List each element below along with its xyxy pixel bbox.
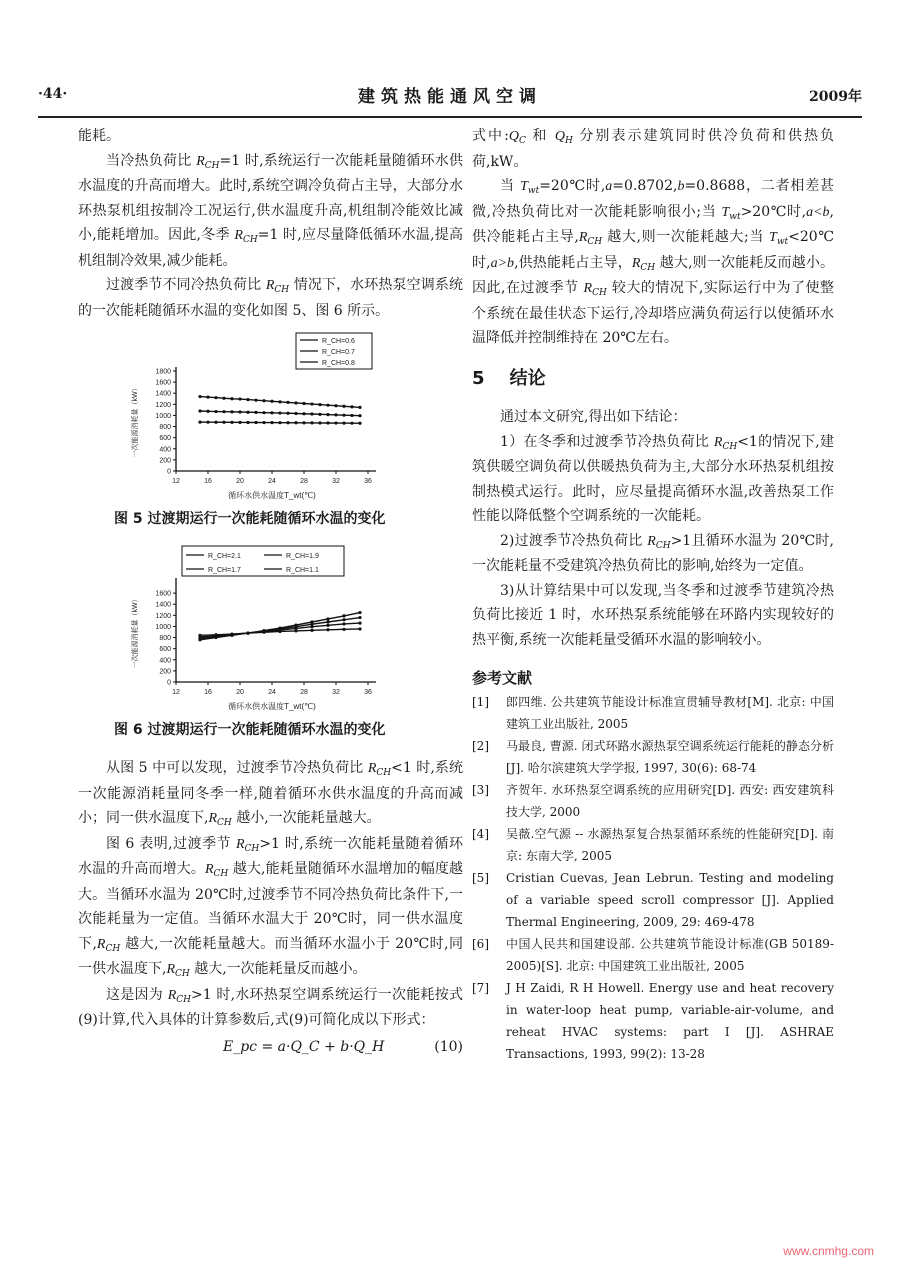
data-point <box>342 622 345 625</box>
x-axis-label: 循环水供水温度T_wt(℃) <box>228 491 316 500</box>
legend-label: R_CH=0.8 <box>322 360 355 367</box>
conclusion-3: 3)从计算结果中可以发现,当冬季和过渡季节建筑冷热负荷比接近 1 时，水环热泵系统能够在环路内实现较好的热平衡,系统一次能耗量受循环水温的影响较小。 <box>472 582 834 648</box>
y-axis-label: 一次能源消耗量（kW） <box>132 594 139 669</box>
paragraph: 图 6 表明,过渡季节 $R_{CH}>1$ 时,系统一次能耗量随着循环水温的升高而增大。$R_{CH}$ 越大,能耗量随循环水温增加的幅度越大。当循环水温为 20℃时,过渡季节不同冷热负荷比条件下,一次能耗量为一定值。当循环水温大于 20℃时，同一供水温度下$,R_{CH}$ 越大,一次能耗量越大。而当循环水温小于 20℃时,同一供水温度下$,R_{CH}$ 越大,一次能耗量反而越小。 <box>78 835 464 979</box>
paragraph: 通过本文研究,得出如下结论： <box>500 409 687 425</box>
data-point <box>254 411 257 414</box>
reference-text: 吴薇.空气源 -- 水源热泵复合热泵循环系统的性能研究[D]. 南京: 东南大学, 2005 <box>506 826 834 863</box>
y-tick-label: 800 <box>159 634 171 642</box>
math-symbol: R <box>265 278 275 293</box>
legend-box <box>182 546 344 576</box>
math-symbol: R <box>583 281 593 296</box>
data-point <box>198 395 201 398</box>
data-point <box>342 614 345 617</box>
data-point <box>238 397 241 400</box>
data-point <box>222 410 225 413</box>
math-subscript: CH <box>376 768 392 778</box>
y-tick-label: 0 <box>167 679 171 686</box>
math-subscript: CH <box>242 235 258 245</box>
math-subscript: CH <box>587 237 603 247</box>
data-point <box>350 405 353 408</box>
x-tick-label: 20 <box>236 478 244 485</box>
data-point <box>294 421 297 424</box>
math-subscript: H <box>565 136 573 146</box>
x-tick-label: 12 <box>172 478 180 485</box>
y-tick-label: 200 <box>159 457 171 465</box>
page-header <box>38 82 862 110</box>
data-point <box>230 397 233 400</box>
right-column <box>472 124 834 1065</box>
math-subscript: CH <box>640 262 656 273</box>
x-tick-label: 24 <box>268 688 276 696</box>
figure-6-caption: 图 6 过渡期运行一次能耗随循环水温的变化 <box>114 721 386 738</box>
reference-text: J H Zaidi, R H Howell. Energy use and heat recovery in water-loop heat pump, variable-air-volume, and reheat HVAC systems: part I [J]. ASHRAE Transactions, 1993, 99(2): 13-28 <box>506 980 834 1061</box>
y-tick-label: 1400 <box>155 390 171 398</box>
reference-text: 齐贺年. 水环热泵空调系统的应用研究[D]. 西安: 西安建筑科技大学, 2000 <box>506 782 834 819</box>
math-symbol: b <box>677 179 685 194</box>
legend-label: R_CH=2.1 <box>208 552 241 560</box>
reference-text: 马最良, 曹源. 闭式环路水源热泵空调系统运行能耗的静态分析[J]. 哈尔滨建筑大学学报, 1997, 30(6): 68-74 <box>506 738 834 775</box>
paragraph: 过渡季节不同冷热负荷比 $R_{CH}$ 情况下，水环热泵空调系统的一次能耗随循环水温的变化如图 5、图 6 所示。 <box>78 277 463 319</box>
math-symbol: T <box>769 230 777 245</box>
data-point <box>286 421 289 424</box>
paragraph: 从图 5 中可以发现，过渡季节冷热负荷比 $R_{CH}<1$ 时,系统一次能源消耗量同冬季一样,随着循环水供水温度的升高而减小；同一供水温度下$,R_{CH}$ 越小,一次能耗量越大。 <box>78 760 463 828</box>
y-tick-label: 1400 <box>155 601 171 609</box>
data-point <box>326 617 329 620</box>
data-point <box>342 414 345 417</box>
x-tick-label: 16 <box>204 478 212 485</box>
reference-number: [5] <box>472 870 489 885</box>
data-point <box>326 620 329 623</box>
data-point <box>358 414 361 417</box>
x-tick-label: 24 <box>268 478 276 485</box>
x-tick-label: 36 <box>364 688 372 696</box>
y-tick-label: 1200 <box>155 612 171 620</box>
math-symbol: R <box>367 761 377 776</box>
data-point <box>334 413 337 416</box>
data-point <box>230 410 233 413</box>
reference-number: [1] <box>472 694 489 709</box>
reference-number: [3] <box>472 782 489 797</box>
math-symbol: R <box>713 434 723 450</box>
paragraph: 式中$:Q_C$ 和 $Q_H$ 分别表示建筑同时供冷负荷和供热负荷,kW。 <box>472 128 835 170</box>
y-tick-label: 1600 <box>155 379 171 387</box>
math-subscript: CH <box>274 285 290 295</box>
paragraph: 当冷热负荷比 $R_{CH}=1$ 时,系统运行一次能耗量随循环水供水温度的升高而增大。此时,系统空调冷负荷占主导，大部分水环热泵机组按制冷工况运行,供水温度升高,机组制冷能效比减小,能耗增加。因此,冬季 $R_{CH}=1$ 时,应尽量降低循环水温,提高机组制冷效果,减少能耗。 <box>78 152 463 269</box>
math-subscript: wt <box>527 186 540 196</box>
data-point <box>350 422 353 425</box>
data-point <box>270 421 273 424</box>
reference-text: 郎四维. 公共建筑节能设计标准宣贯辅导教材[M]. 北京: 中国建筑工业出版社, 2005 <box>506 694 834 731</box>
data-point <box>310 628 313 631</box>
y-tick-label: 1800 <box>155 368 171 376</box>
reference-item <box>472 735 834 779</box>
conclusion-2: 2)过渡季节冷热负荷比 $R_{CH}>1$且循环水温为 20℃时,一次能耗量不受建筑冷热负荷比的影响,始终为一定值。 <box>472 532 834 574</box>
data-point <box>270 400 273 403</box>
math-symbol: R <box>631 255 641 271</box>
data-point <box>342 422 345 425</box>
math-symbol: R <box>234 228 243 243</box>
data-point <box>222 397 225 400</box>
references-heading: 参考文献 <box>472 669 533 687</box>
data-point <box>334 404 337 407</box>
data-point <box>318 421 321 424</box>
data-point <box>262 630 265 633</box>
math-subscript: CH <box>213 869 229 879</box>
y-tick-label: 800 <box>159 424 171 432</box>
data-point <box>214 410 217 413</box>
data-point <box>310 412 313 415</box>
section-title: 结论 <box>509 367 546 389</box>
data-point <box>238 410 241 413</box>
section-number: 5 <box>472 367 485 389</box>
data-point <box>358 406 361 409</box>
math-symbol: Q <box>554 129 565 144</box>
math-subscript: CH <box>244 843 260 854</box>
math-symbol: R <box>196 153 205 169</box>
x-tick-label: 20 <box>236 688 244 696</box>
figure-5-caption: 图 5 过渡期运行一次能耗随循环水温的变化 <box>114 511 386 527</box>
math-subscript: CH <box>204 160 220 171</box>
math-symbol: R <box>235 836 245 852</box>
figure-5-chart <box>128 331 388 507</box>
math-symbol: a>b <box>490 255 515 271</box>
data-point <box>278 421 281 424</box>
legend-label: R_CH=1.7 <box>208 566 241 574</box>
x-tick-label: 32 <box>332 478 340 485</box>
data-point <box>230 632 233 635</box>
reference-item <box>472 691 834 735</box>
math-symbol: R <box>167 987 177 1003</box>
data-point <box>262 411 265 414</box>
data-point <box>294 629 297 632</box>
math-subscript: CH <box>722 441 738 452</box>
equation: E_pc = a·Q_C + b·Q_H <box>223 1038 385 1055</box>
reference-number: [7] <box>472 980 489 995</box>
left-column <box>78 124 463 1061</box>
header-rule <box>38 116 862 118</box>
data-point <box>262 421 265 424</box>
section-heading <box>472 367 834 392</box>
y-tick-label: 600 <box>159 435 171 443</box>
math-symbol: R <box>208 811 218 826</box>
data-point <box>326 623 329 626</box>
math-subscript: CH <box>592 288 607 298</box>
data-point <box>358 621 361 624</box>
data-point <box>214 633 217 636</box>
x-tick-label: 12 <box>172 688 180 696</box>
conclusion-1: 1）在冬季和过渡季节冷热负荷比 $R_{CH}<1$的情况下,建筑供暖空调负荷以供暖热负荷为主,大部分水环热泵机组按制热模式运行。此时，应尽量提高循环水温,改善热泵工作性能以降低整个空调系统的一次能耗。 <box>472 433 834 524</box>
data-point <box>334 421 337 424</box>
data-point <box>318 413 321 416</box>
reference-text: 中国人民共和国建设部. 公共建筑节能设计标准(GB 50189-2005)[S]. 北京: 中国建筑工业出版社, 2005 <box>506 936 834 973</box>
legend-label: R_CH=1.9 <box>286 552 319 560</box>
data-point <box>246 631 249 634</box>
data-point <box>198 633 201 636</box>
journal-title: 建筑热能通风空调 <box>358 87 542 107</box>
math-subscript: CH <box>176 994 191 1005</box>
math-subscript: wt <box>776 237 789 247</box>
reference-number: [4] <box>472 826 489 841</box>
data-point <box>294 412 297 415</box>
data-point <box>358 627 361 630</box>
math-symbol: T <box>520 179 528 194</box>
data-point <box>342 405 345 408</box>
data-point <box>206 421 209 424</box>
data-point <box>214 421 217 424</box>
data-point <box>278 400 281 403</box>
y-tick-label: 1200 <box>155 401 171 409</box>
x-tick-label: 32 <box>332 688 340 696</box>
y-tick-label: 1000 <box>155 412 171 420</box>
data-point <box>342 627 345 630</box>
math-symbol: Q <box>508 129 519 144</box>
data-point <box>254 399 257 402</box>
paragraph: 能耗。 <box>78 128 120 144</box>
y-tick-label: 0 <box>167 468 171 476</box>
data-point <box>350 414 353 417</box>
paragraph: 这是因为 $R_{CH}>1$ 时,水环热泵空调系统运行一次能耗按式(9)计算,代入具体的计算参数后,式(9)可简化成以下形式： <box>78 986 463 1028</box>
data-point <box>246 398 249 401</box>
x-tick-label: 28 <box>300 688 308 696</box>
reference-number: [6] <box>472 936 489 951</box>
y-tick-label: 1600 <box>155 590 171 598</box>
x-tick-label: 28 <box>300 478 308 485</box>
math-symbol: R <box>204 862 214 877</box>
math-subscript: C <box>518 136 526 146</box>
y-tick-label: 200 <box>159 667 171 675</box>
data-point <box>310 421 313 424</box>
watermark: www.cnmhg.com <box>783 1244 874 1258</box>
reference-list <box>472 691 834 1065</box>
data-point <box>270 411 273 414</box>
data-point <box>230 421 233 424</box>
equation-10 <box>78 1035 463 1061</box>
data-point <box>358 422 361 425</box>
x-tick-label: 16 <box>204 688 212 696</box>
math-symbol: R <box>166 962 176 977</box>
data-point <box>310 402 313 405</box>
data-point <box>310 625 313 628</box>
data-point <box>222 421 225 424</box>
data-point <box>302 402 305 405</box>
data-point <box>302 412 305 415</box>
data-point <box>206 396 209 399</box>
data-point <box>246 421 249 424</box>
data-point <box>286 412 289 415</box>
data-point <box>326 421 329 424</box>
math-subscript: CH <box>655 540 671 551</box>
journal-year: 2009年 <box>809 89 862 105</box>
data-point <box>254 421 257 424</box>
data-point <box>262 399 265 402</box>
math-subscript: CH <box>105 943 121 954</box>
reference-text: Cristian Cuevas, Jean Lebrun. Testing and modeling of a variable speed scroll compressor [J]. Applied Thermal Engineering, 2009, 29: 469-478 <box>506 870 834 929</box>
paragraph: 当 $T_{wt}=20℃$时,a=0.8702,b=0.8688，二者相差甚微,冷热负荷比对一次能耗影响很小;当 $T_{wt}>20℃$时,a<b,供冷能耗占主导$,R_{CH}$ 越大,则一次能耗越大;当 $T_{wt}<20℃$时,a>b,供热能耗占主导，$R_{CH}$ 越大,则一次能耗反而越小。因此,在过渡季节 $R_{CH}$ 较大的情况下,实际运行中为了使整个系统在最佳状态下运行,冷却塔应满负荷运行以使循环水温降低并控制维持在 20℃左右。 <box>472 178 835 346</box>
reference-number: [2] <box>472 738 489 753</box>
math-subscript: CH <box>175 969 190 979</box>
math-symbol: R <box>96 936 106 952</box>
y-tick-label: 600 <box>159 645 171 653</box>
math-symbol: R <box>647 533 656 549</box>
data-point <box>198 409 201 412</box>
data-point <box>326 404 329 407</box>
legend-label: R_CH=1.1 <box>286 566 319 574</box>
reference-item <box>472 867 834 933</box>
data-point <box>326 628 329 631</box>
reference-item <box>472 779 834 823</box>
y-tick-label: 400 <box>159 446 171 454</box>
legend-label: R_CH=0.6 <box>322 338 355 345</box>
data-point <box>278 411 281 414</box>
y-axis-label: 一次能源消耗量（kW） <box>132 384 139 458</box>
math-symbol: a <box>605 179 613 194</box>
data-point <box>278 629 281 632</box>
y-tick-label: 1000 <box>155 623 171 631</box>
reference-item <box>472 977 834 1065</box>
data-point <box>206 410 209 413</box>
data-point <box>358 610 361 613</box>
data-point <box>246 411 249 414</box>
math-subscript: CH <box>217 818 232 828</box>
legend-label: R_CH=0.7 <box>322 349 355 356</box>
data-point <box>198 421 201 424</box>
figure-6-chart <box>128 542 388 718</box>
data-point <box>214 396 217 399</box>
data-point <box>358 615 361 618</box>
equation-number: (10) <box>434 1038 463 1055</box>
page-number: ·44· <box>38 86 68 102</box>
math-symbol: T <box>721 204 730 220</box>
math-subscript: wt <box>729 211 741 222</box>
data-point <box>326 413 329 416</box>
x-axis-label: 循环水供水温度T_wt(℃) <box>228 701 316 711</box>
data-point <box>302 421 305 424</box>
reference-item <box>472 933 834 977</box>
math-symbol: a<b <box>806 204 830 220</box>
data-point <box>238 421 241 424</box>
math-symbol: R <box>578 230 588 245</box>
data-point <box>342 618 345 621</box>
data-point <box>294 401 297 404</box>
data-point <box>318 403 321 406</box>
reference-item <box>472 823 834 867</box>
y-tick-label: 400 <box>159 656 171 664</box>
x-tick-label: 36 <box>364 478 372 485</box>
data-point <box>286 401 289 404</box>
